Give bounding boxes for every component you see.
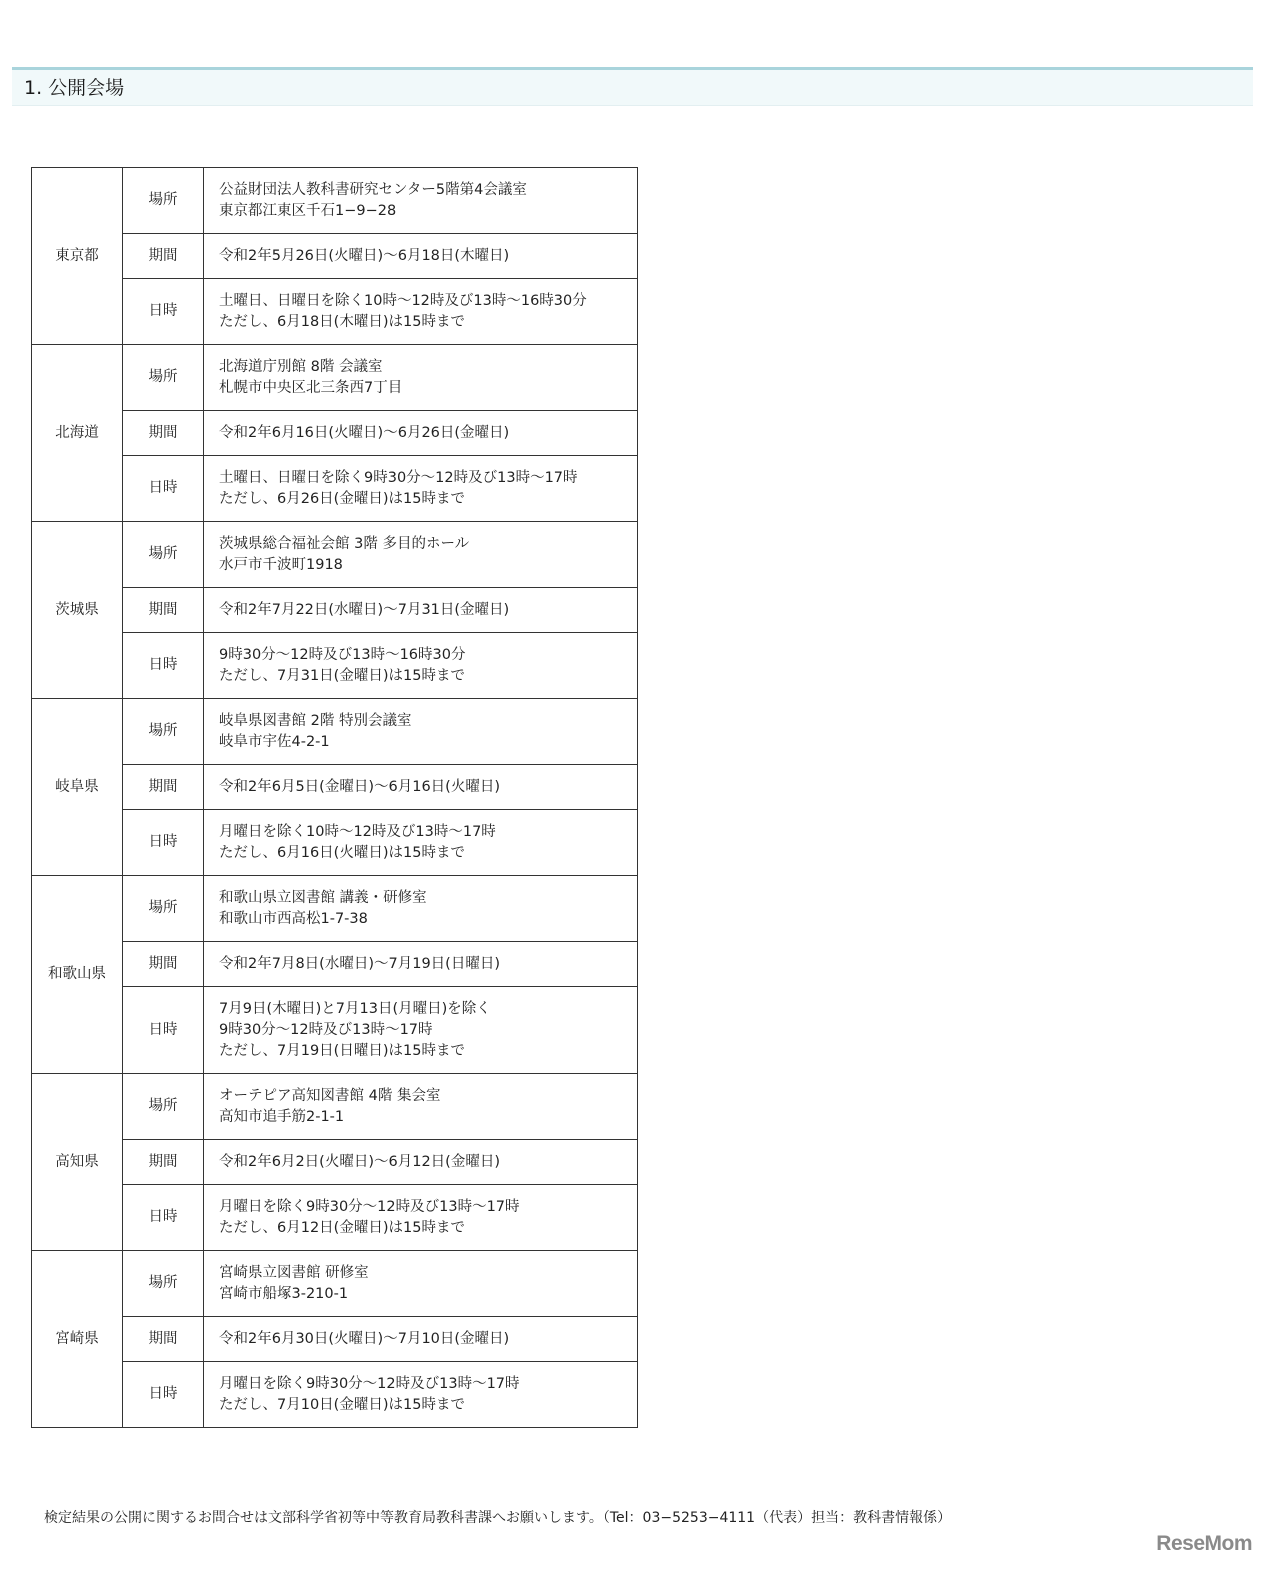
place-value [204,345,638,411]
venue-row-place [32,1251,638,1317]
period-label: 期間 [123,1317,204,1362]
period-value: 令和2年6月5日(金曜日)〜6月16日(火曜日) [204,765,638,810]
hours-line: ただし、7月10日(金曜日)は15時まで [219,1396,465,1413]
resemom-logo: ReseMom [1156,1532,1252,1555]
hours-label: 日時 [123,1185,204,1251]
hours-line: 土曜日、日曜日を除く10時〜12時及び13時〜16時30分 [219,292,587,309]
venue-row-hours [32,1362,638,1428]
venue-row-hours [32,633,638,699]
venue-table [31,167,638,1428]
venue-row-period [32,234,638,279]
hours-label: 日時 [123,810,204,876]
section-title: 1. 公開会場 [24,77,125,99]
venue-row-period [32,1317,638,1362]
place-value [204,168,638,234]
prefecture-cell: 北海道 [32,345,123,522]
hours-line: ただし、6月16日(火曜日)は15時まで [219,844,465,861]
hours-line: ただし、6月26日(金曜日)は15時まで [219,490,465,507]
venue-row-place [32,876,638,942]
place-label: 場所 [123,168,204,234]
prefecture-cell: 茨城県 [32,522,123,699]
place-line: 宮崎市船塚3-210-1 [219,1285,349,1302]
venue-row-period [32,411,638,456]
hours-value [204,1362,638,1428]
venue-row-hours [32,1185,638,1251]
period-value: 令和2年6月2日(火曜日)〜6月12日(金曜日) [204,1140,638,1185]
period-label: 期間 [123,411,204,456]
hours-line: ただし、7月31日(金曜日)は15時まで [219,667,465,684]
period-value: 令和2年7月22日(水曜日)〜7月31日(金曜日) [204,588,638,633]
place-line: 宮崎県立図書館 研修室 [219,1264,369,1281]
period-label: 期間 [123,1140,204,1185]
hours-line: 月曜日を除く9時30分〜12時及び13時〜17時 [219,1375,520,1392]
period-label: 期間 [123,942,204,987]
venue-row-hours [32,279,638,345]
prefecture-cell: 東京都 [32,168,123,345]
hours-line: 7月9日(木曜日)と7月13日(月曜日)を除く [219,1000,491,1017]
hours-value [204,633,638,699]
hours-line: 月曜日を除く9時30分〜12時及び13時〜17時 [219,1198,520,1215]
hours-value [204,456,638,522]
period-label: 期間 [123,588,204,633]
hours-value [204,810,638,876]
period-value: 令和2年6月30日(火曜日)〜7月10日(金曜日) [204,1317,638,1362]
place-line: 茨城県総合福祉会館 3階 多目的ホール [219,535,470,552]
place-value [204,699,638,765]
period-label: 期間 [123,765,204,810]
venue-row-hours [32,987,638,1074]
hours-line: 9時30分〜12時及び13時〜16時30分 [219,646,466,663]
prefecture-cell: 宮崎県 [32,1251,123,1428]
place-label: 場所 [123,345,204,411]
contact-note: 検定結果の公開に関するお問合せは文部科学省初等中等教育局教科書課へお願いします。（Tel：03−5253−4111（代表）担当：教科書情報係） [44,1510,952,1526]
venue-row-place [32,699,638,765]
venue-row-hours [32,456,638,522]
period-value: 令和2年7月8日(水曜日)〜7月19日(日曜日) [204,942,638,987]
hours-label: 日時 [123,1362,204,1428]
hours-line: ただし、6月12日(金曜日)は15時まで [219,1219,465,1236]
venue-row-period [32,942,638,987]
prefecture-cell: 岐阜県 [32,699,123,876]
hours-label: 日時 [123,456,204,522]
place-line: オーテピア高知図書館 4階 集会室 [219,1087,441,1104]
venue-row-place [32,522,638,588]
place-value [204,1074,638,1140]
place-value [204,522,638,588]
venue-row-period [32,588,638,633]
place-label: 場所 [123,1251,204,1317]
hours-value [204,987,638,1074]
place-label: 場所 [123,699,204,765]
period-value: 令和2年5月26日(火曜日)〜6月18日(木曜日) [204,234,638,279]
prefecture-cell: 和歌山県 [32,876,123,1074]
hours-line: 月曜日を除く10時〜12時及び13時〜17時 [219,823,496,840]
place-line: 高知市追手筋2-1-1 [219,1108,345,1125]
place-line: 和歌山市西高松1-7-38 [219,910,368,927]
venue-row-hours [32,810,638,876]
section-heading [12,67,1253,106]
place-line: 岐阜県図書館 2階 特別会議室 [219,712,412,729]
place-label: 場所 [123,522,204,588]
place-line: 東京都江東区千石1−9−28 [219,202,397,219]
venue-row-place [32,345,638,411]
venue-row-place [32,168,638,234]
hours-line: ただし、6月18日(木曜日)は15時まで [219,313,465,330]
hours-label: 日時 [123,279,204,345]
place-line: 北海道庁別館 8階 会議室 [219,358,383,375]
venue-row-place [32,1074,638,1140]
place-value [204,1251,638,1317]
period-label: 期間 [123,234,204,279]
place-value [204,876,638,942]
hours-label: 日時 [123,633,204,699]
hours-value [204,279,638,345]
hours-line: 土曜日、日曜日を除く9時30分〜12時及び13時〜17時 [219,469,578,486]
place-line: 和歌山県立図書館 講義・研修室 [219,889,427,906]
hours-line: ただし、7月19日(日曜日)は15時まで [219,1042,465,1059]
place-line: 札幌市中央区北三条西7丁目 [219,379,403,396]
hours-value [204,1185,638,1251]
hours-label: 日時 [123,987,204,1074]
place-line: 公益財団法人教科書研究センター5階第4会議室 [219,181,527,198]
venue-row-period [32,1140,638,1185]
period-value: 令和2年6月16日(火曜日)〜6月26日(金曜日) [204,411,638,456]
venue-table-body [32,168,638,1428]
prefecture-cell: 高知県 [32,1074,123,1251]
place-label: 場所 [123,876,204,942]
hours-line: 9時30分〜12時及び13時〜17時 [219,1021,433,1038]
venue-row-period [32,765,638,810]
place-line: 水戸市千波町1918 [219,556,343,573]
place-line: 岐阜市宇佐4-2-1 [219,733,330,750]
place-label: 場所 [123,1074,204,1140]
